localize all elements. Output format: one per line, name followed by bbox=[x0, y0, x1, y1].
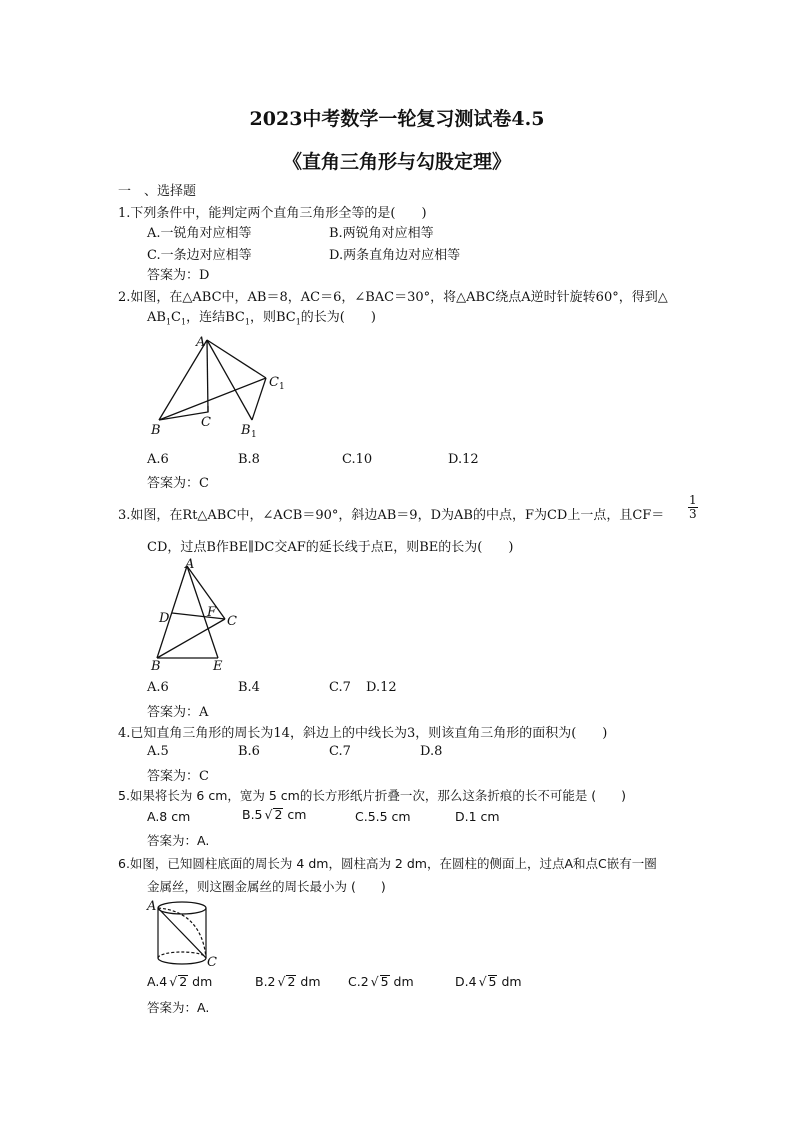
q2-figure bbox=[145, 330, 295, 442]
q1-answer: 答案为：D bbox=[147, 268, 210, 283]
q3-stem-line1: 3.如图，在Rt△ABC中，∠ACB＝90°，斜边AB＝9，D为AB的中点，F为CD上一点，且CF＝ bbox=[118, 508, 665, 523]
q3-option-d: D.12 bbox=[366, 680, 397, 695]
q2-label-B1: B bbox=[241, 423, 251, 438]
q3-option-a: A.6 bbox=[147, 680, 169, 695]
q3-label-B: B bbox=[151, 659, 161, 674]
q2-seg-AC1 bbox=[207, 340, 266, 378]
q6-option-a: A.4 √ 2 dm bbox=[147, 974, 213, 989]
q6-option-d: D.4 √ 5 dm bbox=[455, 974, 522, 989]
q6-answer: 答案为：A. bbox=[147, 1000, 210, 1015]
q2-answer: 答案为：C bbox=[147, 476, 209, 491]
q2-option-a: A.6 bbox=[147, 452, 169, 467]
q1-option-d: D.两条直角边对应相等 bbox=[329, 248, 461, 263]
q2-option-d: D.12 bbox=[448, 452, 479, 467]
q4-option-a: A.5 bbox=[147, 744, 169, 759]
q2-stem-line2: $AB_1C_1$，连结$BC_1$，则$BC_1$的长为( ) bbox=[147, 310, 376, 327]
q3-figure bbox=[145, 556, 255, 674]
svg-text:1: 1 bbox=[251, 430, 257, 440]
q6-bottom-back bbox=[158, 952, 206, 958]
q3-label-E: E bbox=[213, 659, 223, 674]
q5-option-c: C.5.5 cm bbox=[355, 809, 411, 824]
q6-figure bbox=[145, 896, 225, 970]
q2-label-C1: C bbox=[269, 375, 279, 390]
q5-stem: 5.如果将长为 6 cm，宽为 5 cm的长方形纸片折叠一次，那么这条折痕的长不可能是 ( ) bbox=[118, 788, 627, 803]
q2-label-A: A bbox=[196, 335, 206, 350]
q3-option-c: C.7 bbox=[329, 680, 351, 695]
q2-seg-B1C1 bbox=[252, 378, 266, 420]
q5-option-b: B.5 √ 2 cm bbox=[242, 807, 307, 822]
section-label: 一 、选择题 bbox=[118, 184, 197, 199]
q2-option-b: B.8 bbox=[238, 452, 260, 467]
q4-stem: 4.已知直角三角形的周长为14，斜边上的中线长为3，则该直角三角形的面积为( ) bbox=[118, 726, 608, 741]
q6-option-b: B.2 √ 2 dm bbox=[255, 974, 321, 989]
q6-top-ellipse bbox=[158, 902, 206, 914]
q1-option-b: B.两锐角对应相等 bbox=[329, 226, 434, 241]
q3-label-F: F bbox=[207, 605, 217, 620]
q3-seg-AC bbox=[187, 566, 225, 619]
q5-answer: 答案为：A. bbox=[147, 833, 210, 848]
q2-seg-AB bbox=[159, 340, 207, 420]
q4-option-d: D.8 bbox=[420, 744, 443, 759]
q6-option-c: C.2 √ 5 dm bbox=[348, 974, 414, 989]
q6-stem-line1: 6.如图，已知圆柱底面的周长为 4 dm，圆柱高为 2 dm，在圆柱的侧面上，过点A和点C嵌有一圈 bbox=[118, 856, 657, 871]
q2-label-C: C bbox=[201, 415, 211, 430]
q3-option-b: B.4 bbox=[238, 680, 260, 695]
q3-seg-DC bbox=[172, 613, 225, 619]
q2-option-c: C.10 bbox=[342, 452, 373, 467]
q3-stem-line2: CD，过点B作BE∥DC交AF的延长线于点E，则BE的长为( ) bbox=[147, 540, 514, 555]
q6-bottom-front bbox=[158, 958, 206, 964]
q3-label-D: D bbox=[159, 611, 170, 626]
q4-option-b: B.6 bbox=[238, 744, 260, 759]
q1-option-c: C.一条边对应相等 bbox=[147, 248, 252, 263]
q1-option-a: A.一锐角对应相等 bbox=[147, 226, 252, 241]
q3-answer: 答案为：A bbox=[147, 705, 209, 720]
q3-label-C: C bbox=[227, 614, 237, 629]
svg-text:1: 1 bbox=[279, 382, 285, 392]
q6-label-C: C bbox=[207, 955, 217, 970]
q3-fraction: $\frac{1}{3}$ bbox=[689, 493, 697, 521]
q4-answer: 答案为：C bbox=[147, 769, 209, 784]
q2-stem-line1: 2.如图，在△ABC中，AB＝8，AC＝6，∠BAC＝30°，将△ABC绕点A逆时针旋转60°，得到△ bbox=[118, 290, 668, 305]
q4-option-c: C.7 bbox=[329, 744, 351, 759]
page-subtitle: 《直角三角形与勾股定理》 bbox=[282, 151, 511, 173]
q2-seg-AB1 bbox=[207, 340, 252, 420]
q2-label-B: B bbox=[151, 423, 161, 438]
q2-seg-BC1 bbox=[159, 378, 266, 420]
q5-option-a: A.8 cm bbox=[147, 809, 191, 824]
q6-stem-line2: 金属丝，则这圈金属丝的周长最小为 ( ) bbox=[147, 879, 386, 894]
q6-label-A: A bbox=[147, 899, 157, 914]
q5-option-d: D.1 cm bbox=[455, 809, 500, 824]
q3-label-A: A bbox=[185, 557, 195, 572]
page-title: 2023中考数学一轮复习测试卷4.5 bbox=[249, 108, 545, 130]
q1-stem: 1.下列条件中，能判定两个直角三角形全等的是( ) bbox=[118, 206, 427, 221]
